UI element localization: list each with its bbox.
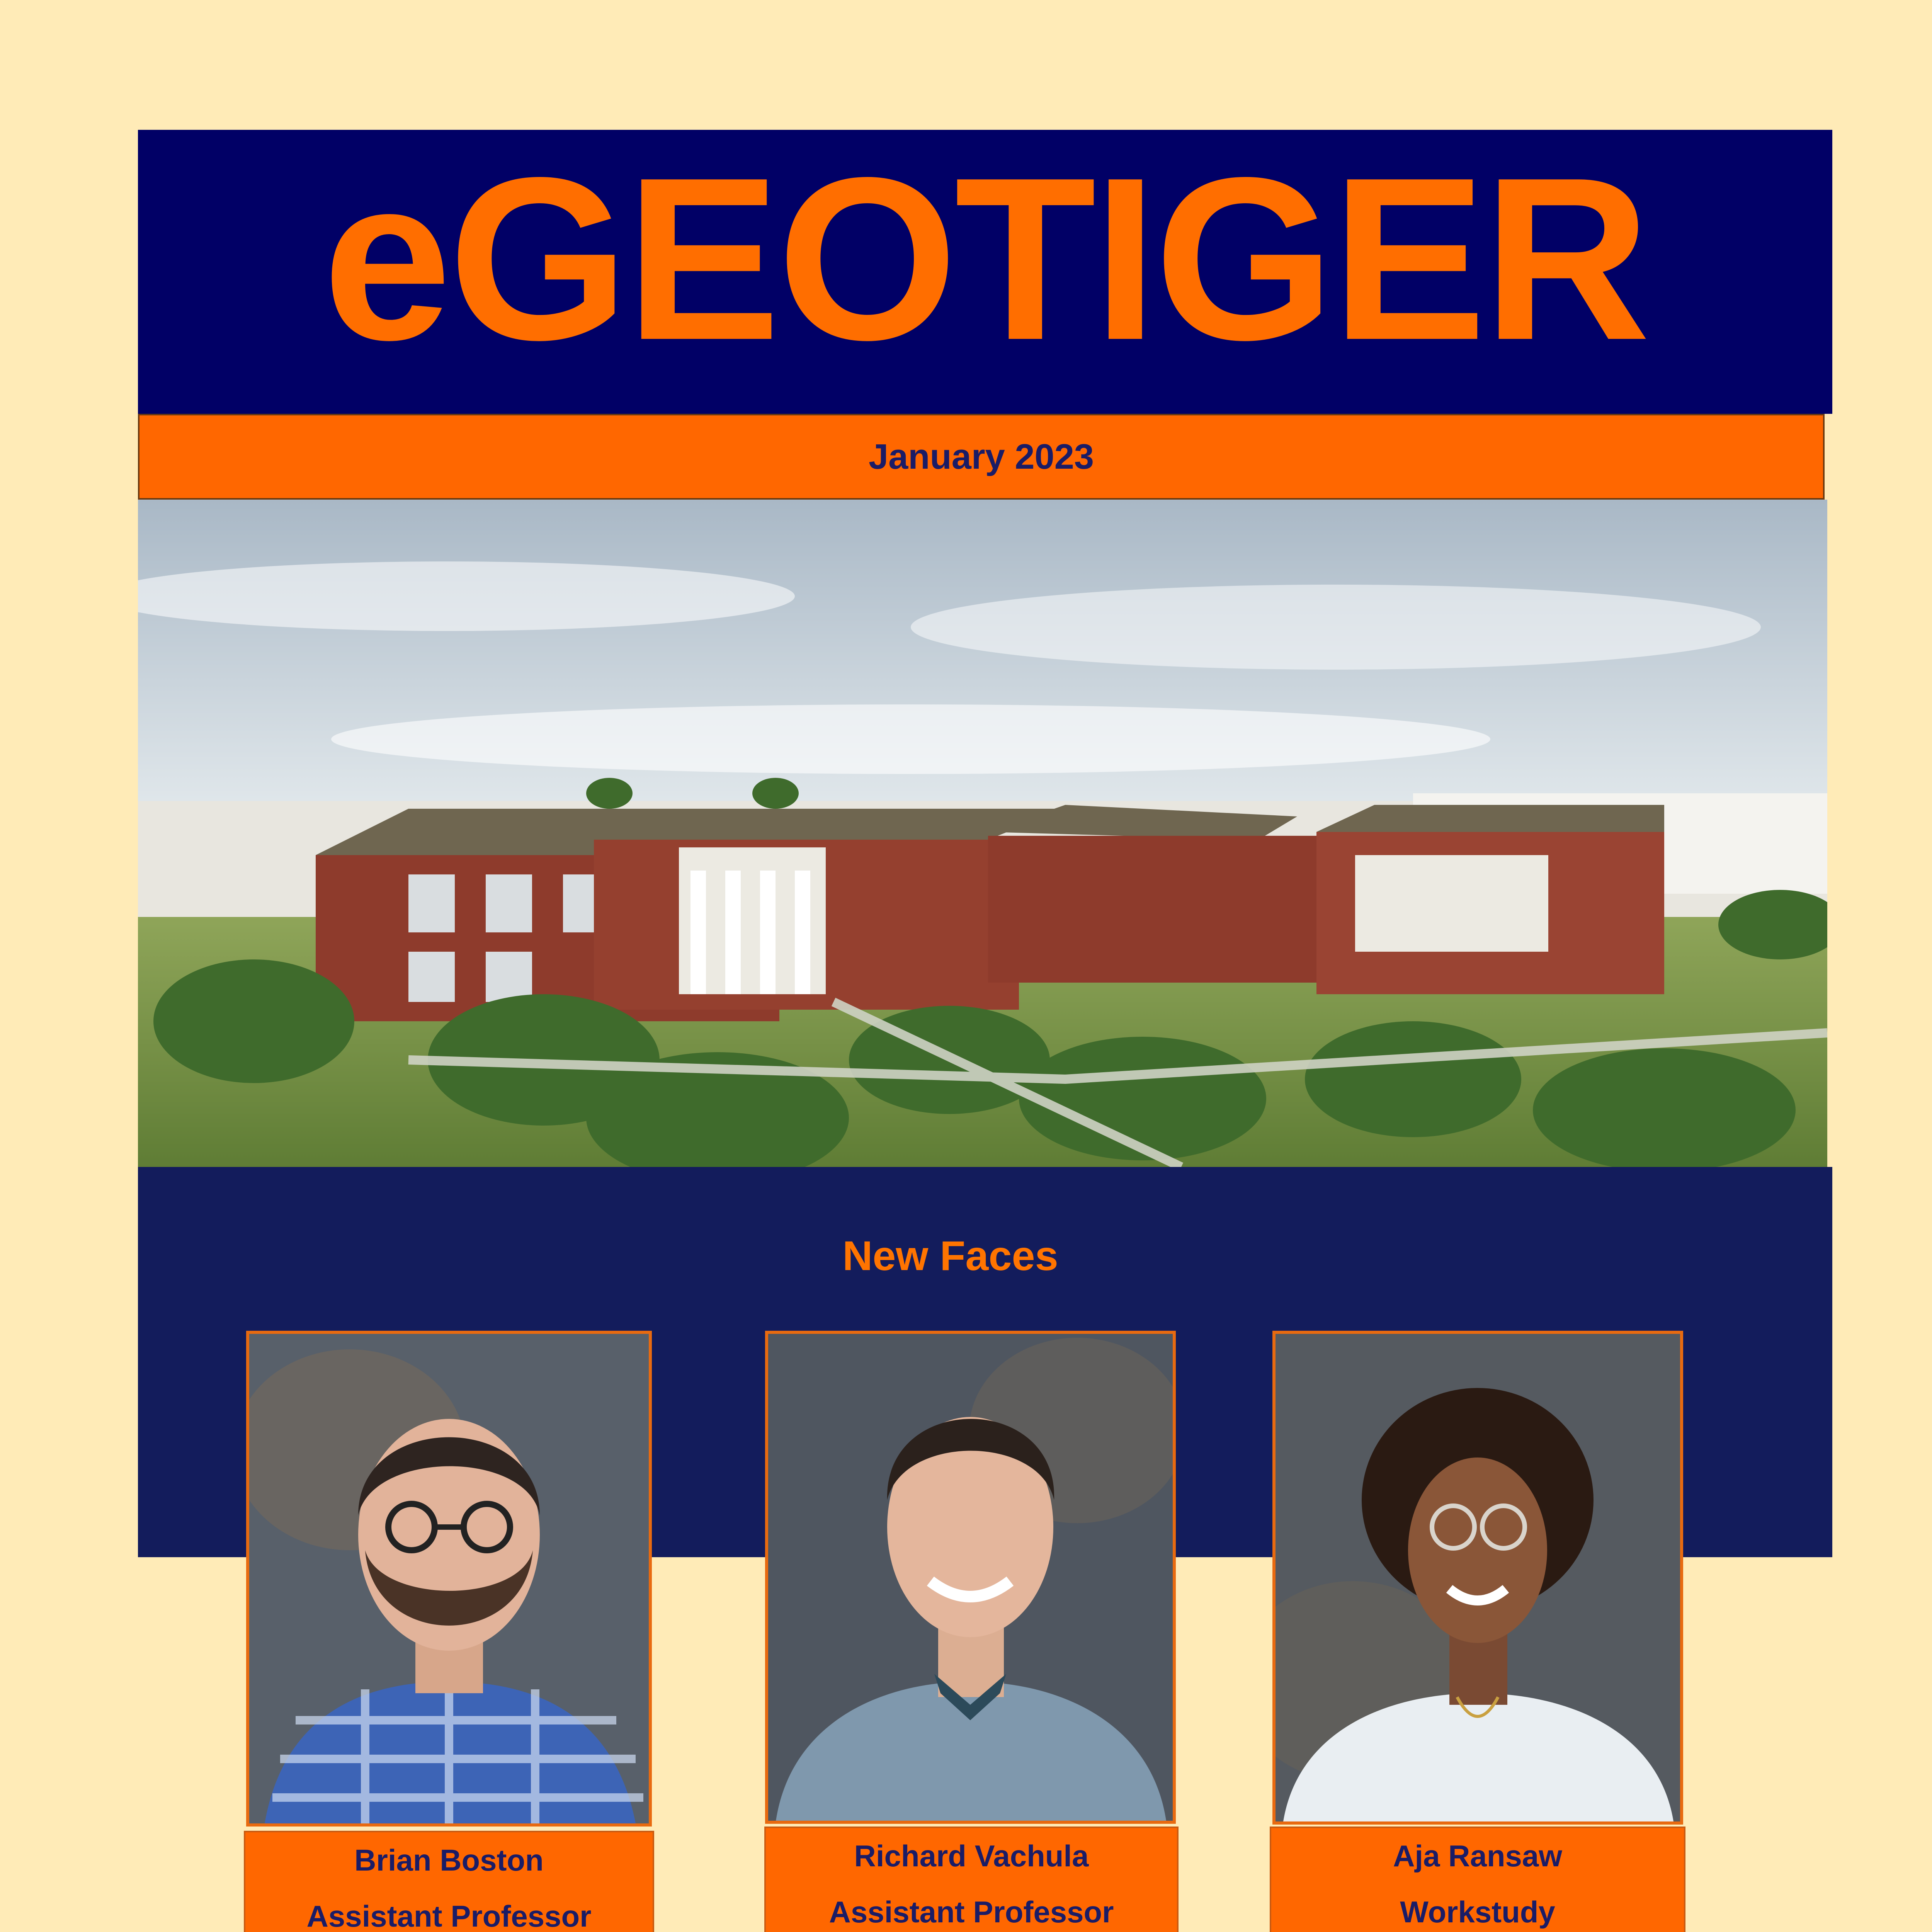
person-name: Brian Boston: [354, 1843, 544, 1877]
person-card-3: [1270, 1827, 1685, 1932]
new-faces-heading: New Faces: [842, 1232, 1058, 1279]
portrait-photo-2: [765, 1331, 1176, 1824]
person-role: Workstudy: [1400, 1895, 1555, 1929]
hero-image: [138, 500, 1827, 1167]
person-card-1: [244, 1831, 654, 1932]
portrait-photo-3: [1272, 1331, 1683, 1825]
person-card-2: [764, 1827, 1179, 1932]
person-name: Richard Vachula: [854, 1839, 1089, 1873]
person-role: Assistant Professor: [306, 1899, 592, 1932]
newsletter-title: eGEOTIGER: [323, 129, 1648, 388]
portrait-photo-1: [246, 1331, 652, 1827]
person-name: Aja Ransaw: [1393, 1839, 1562, 1873]
issue-date: January 2023: [138, 414, 1825, 500]
person-role: Assistant Professor: [829, 1895, 1114, 1929]
